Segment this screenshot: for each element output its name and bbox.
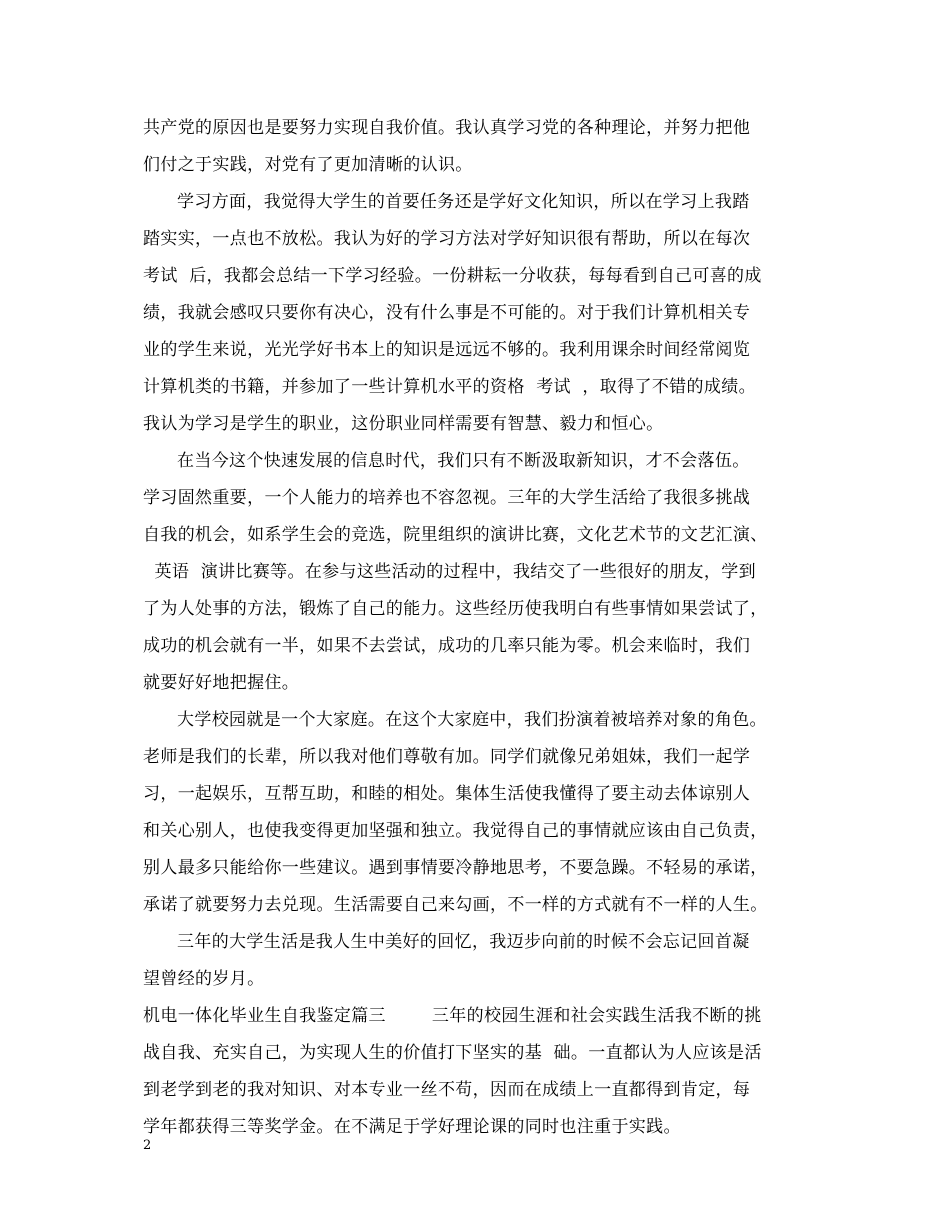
text-line: 学习固然重要，一个人能力的培养也不容忽视。三年的大学生活给了我很多挑战: [143, 488, 751, 508]
text-line: 习，一起娱乐，互帮互助，和睦的相处。集体生活使我懂得了要主动去体谅别人: [143, 784, 751, 804]
page-number: 2: [143, 1138, 152, 1153]
text-line: 就要好好地把握住。: [143, 673, 300, 693]
paragraph-first-line: 大学校园就是一个大家庭。在这个大家庭中，我们扮演着被培养对象的角色。: [177, 710, 767, 730]
paragraph-first-line: 在当今这个快速发展的信息时代，我们只有不断汲取新知识，才不会落伍。: [177, 451, 750, 471]
text-line: 学年都获得三等奖学金。在不满足于学好理论课的同时也注重于实践。: [143, 1117, 681, 1137]
text-line: 了为人处事的方法，锻炼了自己的能力。这些经历使我明白有些事情如果尝试了，: [143, 599, 768, 619]
text-line: 自我的机会，如系学生会的竞选，院里组织的演讲比赛，文化艺术节的文艺汇演、: [143, 525, 768, 545]
text-line: 望曾经的岁月。: [143, 969, 265, 989]
text-line: 承诺了就要努力去兑现。生活需要自己来勾画，不一样的方式就有不一样的人生。: [143, 895, 768, 915]
text-line: 战自我、充实自己，为实现人生的价值打下坚实的基 础。一直都认为人应该是活: [143, 1043, 762, 1063]
text-line: 和关心别人，也使我变得更加坚强和独立。我觉得自己的事情就应该由自己负责，: [143, 821, 768, 841]
text-line: 踏实实，一点也不放松。我认为好的学习方法对学好知识很有帮助，所以在每次: [143, 229, 751, 249]
text-line: 别人最多只能给你一些建议。遇到事情要冷静地思考，不要急躁。不轻易的承诺，: [143, 858, 768, 878]
text-line: 计算机类的书籍，并参加了一些计算机水平的资格 考试 ，取得了不错的成绩。: [143, 377, 756, 397]
text-line: 英语 演讲比赛等。在参与这些活动的过程中，我结交了一些很好的朋友，学到: [143, 562, 756, 582]
text-line: 们付之于实践，对党有了更加清晰的认识。: [143, 155, 473, 175]
text-line: 老师是我们的长辈，所以我对他们尊敬有加。同学们就像兄弟姐妹，我们一起学: [143, 747, 751, 767]
paragraph-first-line: 三年的大学生活是我人生中美好的回忆，我迈步向前的时候不会忘记回首凝: [177, 932, 750, 952]
text-line: 业的学生来说，光光学好书本上的知识是远远不够的。我利用课余时间经常阅览: [143, 340, 751, 360]
text-line: 我认为学习是学生的职业，这份职业同样需要有智慧、毅力和恒心。: [143, 414, 664, 434]
text-line: 绩，我就会感叹只要你有决心，没有什么事是不可能的。对于我们计算机相关专: [143, 303, 751, 323]
text-line: 成功的机会就有一半，如果不去尝试，成功的几率只能为零。机会来临时，我们: [143, 636, 751, 656]
section-heading-line: 机电一体化毕业生自我鉴定篇三 三年的校园生涯和社会实践生活我不断的挑: [143, 1006, 762, 1026]
text-line: 考试 后，我都会总结一下学习经验。一份耕耘一分收获，每每看到自己可喜的成: [143, 266, 762, 286]
text-line: 共产党的原因也是要努力实现自我价值。我认真学习党的各种理论，并努力把他: [143, 118, 751, 138]
paragraph-first-line: 学习方面，我觉得大学生的首要任务还是学好文化知识，所以在学习上我踏: [177, 192, 750, 212]
text-line: 到老学到老的我对知识、对本专业一丝不苟，因而在成绩上一直都得到肯定，每: [143, 1080, 751, 1100]
